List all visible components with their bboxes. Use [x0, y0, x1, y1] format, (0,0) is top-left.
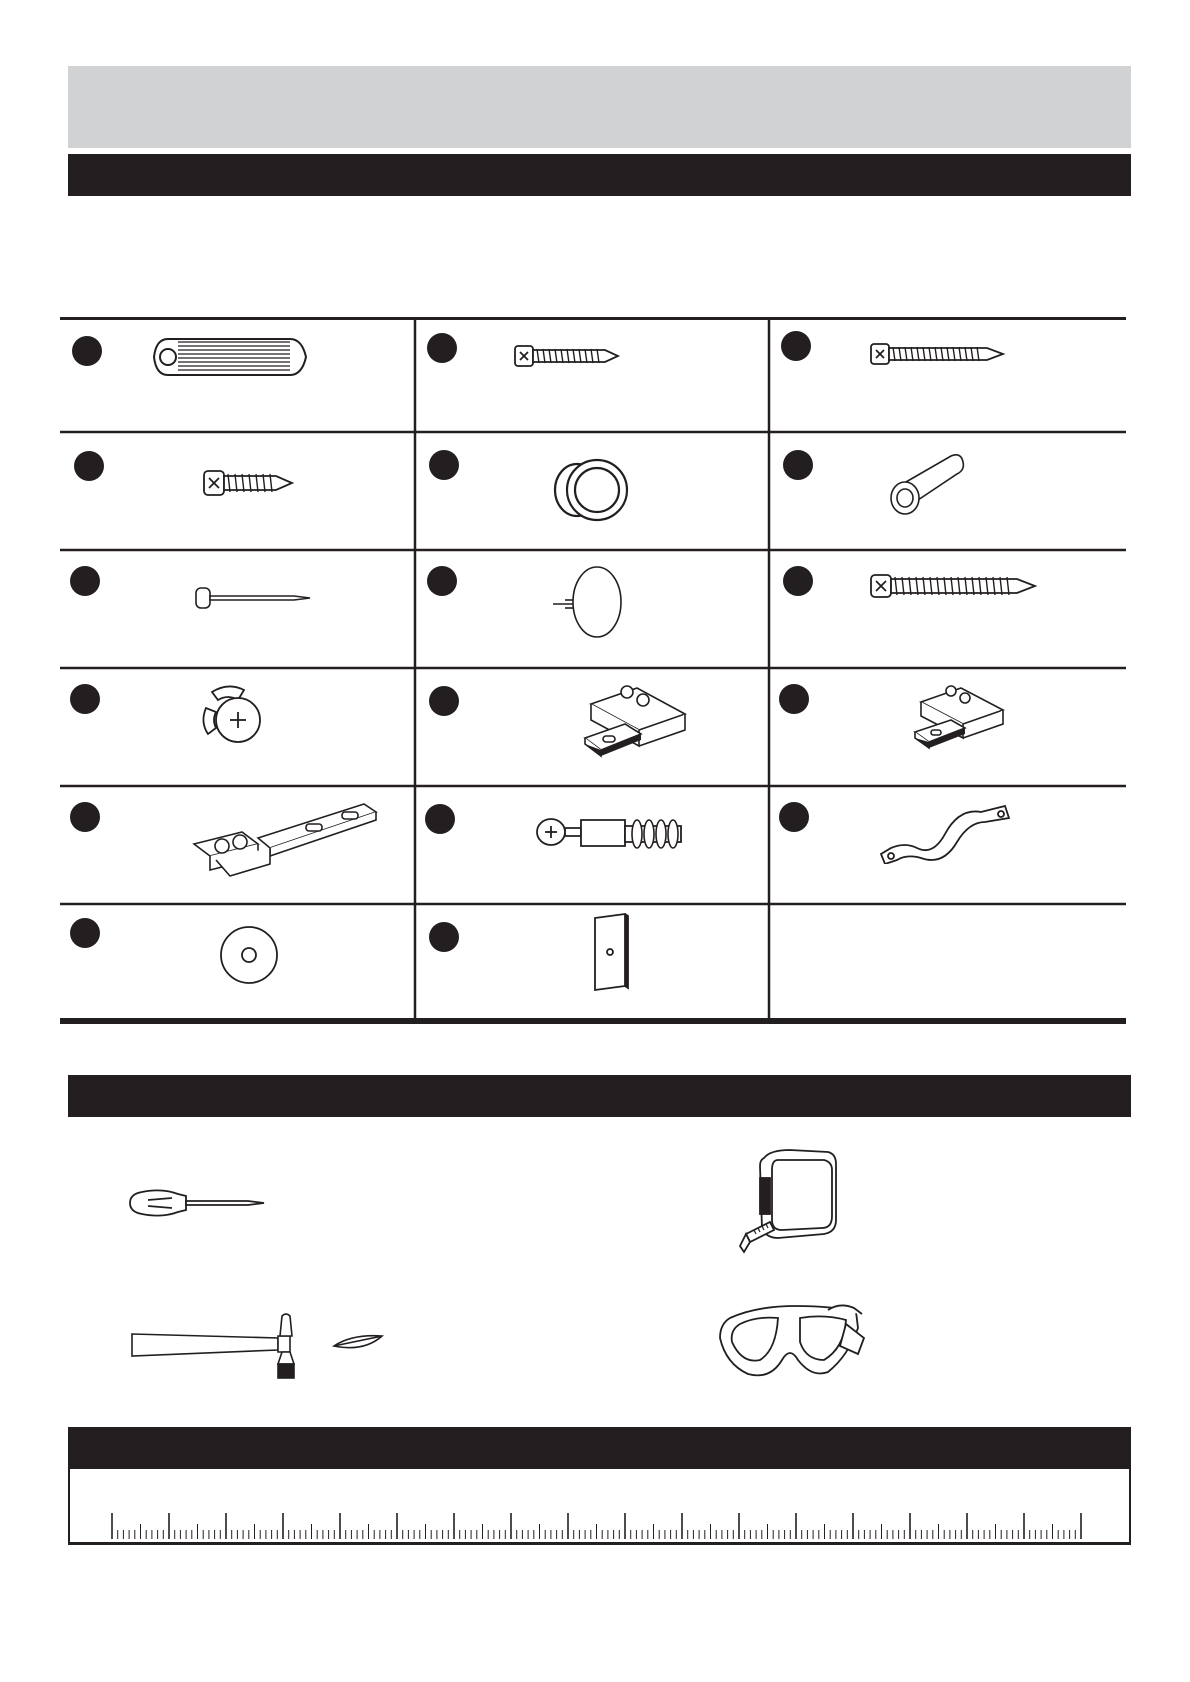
- ruler-section-bar: [68, 1427, 1131, 1469]
- knob-icon: [547, 450, 637, 530]
- part-bullet: [429, 450, 459, 480]
- fittings-section-bar: [68, 154, 1131, 196]
- shelf-support-icon: [885, 452, 975, 522]
- part-bullet: [779, 684, 809, 714]
- part-cell-glide-tack: [415, 550, 769, 668]
- cam-bolt-icon: [535, 812, 685, 860]
- ruler-scale: [70, 1469, 1129, 1542]
- part-bullet: [429, 686, 459, 716]
- part-cell-square-plate: [415, 904, 769, 1021]
- square-plate-icon: [591, 912, 631, 994]
- part-cell-hinge-plate-small: [769, 668, 1126, 786]
- part-cell-knob: [415, 432, 769, 550]
- wooden-dowel-icon: [150, 331, 320, 383]
- part-cell-washer: [60, 904, 415, 1021]
- part-bullet: [783, 450, 813, 480]
- safety-glasses-icon: [716, 1298, 866, 1382]
- wall-strap-icon: [877, 794, 1017, 864]
- part-bullet: [427, 333, 457, 363]
- cam-lock-icon: [198, 682, 268, 748]
- part-cell-empty: [769, 904, 1126, 1021]
- part-cell-small-screw: [60, 432, 415, 550]
- parts-grid: [60, 317, 1126, 1024]
- part-cell-hinge: [60, 786, 415, 904]
- part-bullet: [72, 336, 102, 366]
- part-bullet: [781, 331, 811, 361]
- screwdriver-icon: [128, 1186, 268, 1222]
- part-bullet: [74, 451, 104, 481]
- part-bullet: [70, 918, 100, 948]
- part-cell-nail: [60, 550, 415, 668]
- part-cell-cam-bolt: [415, 786, 769, 904]
- part-cell-dowel: [60, 317, 415, 432]
- hinge-mounting-plate-small-icon: [911, 680, 1011, 754]
- part-cell-hinge-plate: [415, 668, 769, 786]
- part-bullet: [70, 802, 100, 832]
- part-bullet: [427, 566, 457, 596]
- part-bullet: [425, 804, 455, 834]
- part-cell-short-screw: [415, 317, 769, 432]
- short-screw-icon: [513, 341, 623, 371]
- part-cell-medium-screw: [769, 317, 1126, 432]
- medium-screw-icon: [869, 339, 1009, 369]
- part-cell-wall-strap: [769, 786, 1126, 904]
- washer-icon: [218, 924, 280, 986]
- part-bullet: [783, 566, 813, 596]
- part-bullet: [70, 566, 100, 596]
- concealed-hinge-icon: [186, 798, 386, 886]
- part-bullet: [70, 684, 100, 714]
- part-cell-cam-lock: [60, 668, 415, 786]
- part-bullet: [429, 922, 459, 952]
- nail-icon: [194, 586, 314, 610]
- part-cell-shelf-support: [769, 432, 1126, 550]
- small-screw-icon: [202, 466, 297, 500]
- ruler-box: [68, 1469, 1131, 1545]
- hammer-icon: [128, 1312, 384, 1382]
- hinge-mounting-plate-icon: [581, 680, 691, 762]
- part-cell-long-screw: [769, 550, 1126, 668]
- long-screw-icon: [869, 570, 1039, 602]
- tape-measure-icon: [736, 1146, 840, 1254]
- header-band: [68, 66, 1131, 148]
- tools-section-bar: [68, 1075, 1131, 1117]
- part-bullet: [779, 802, 809, 832]
- glide-tack-icon: [551, 564, 631, 640]
